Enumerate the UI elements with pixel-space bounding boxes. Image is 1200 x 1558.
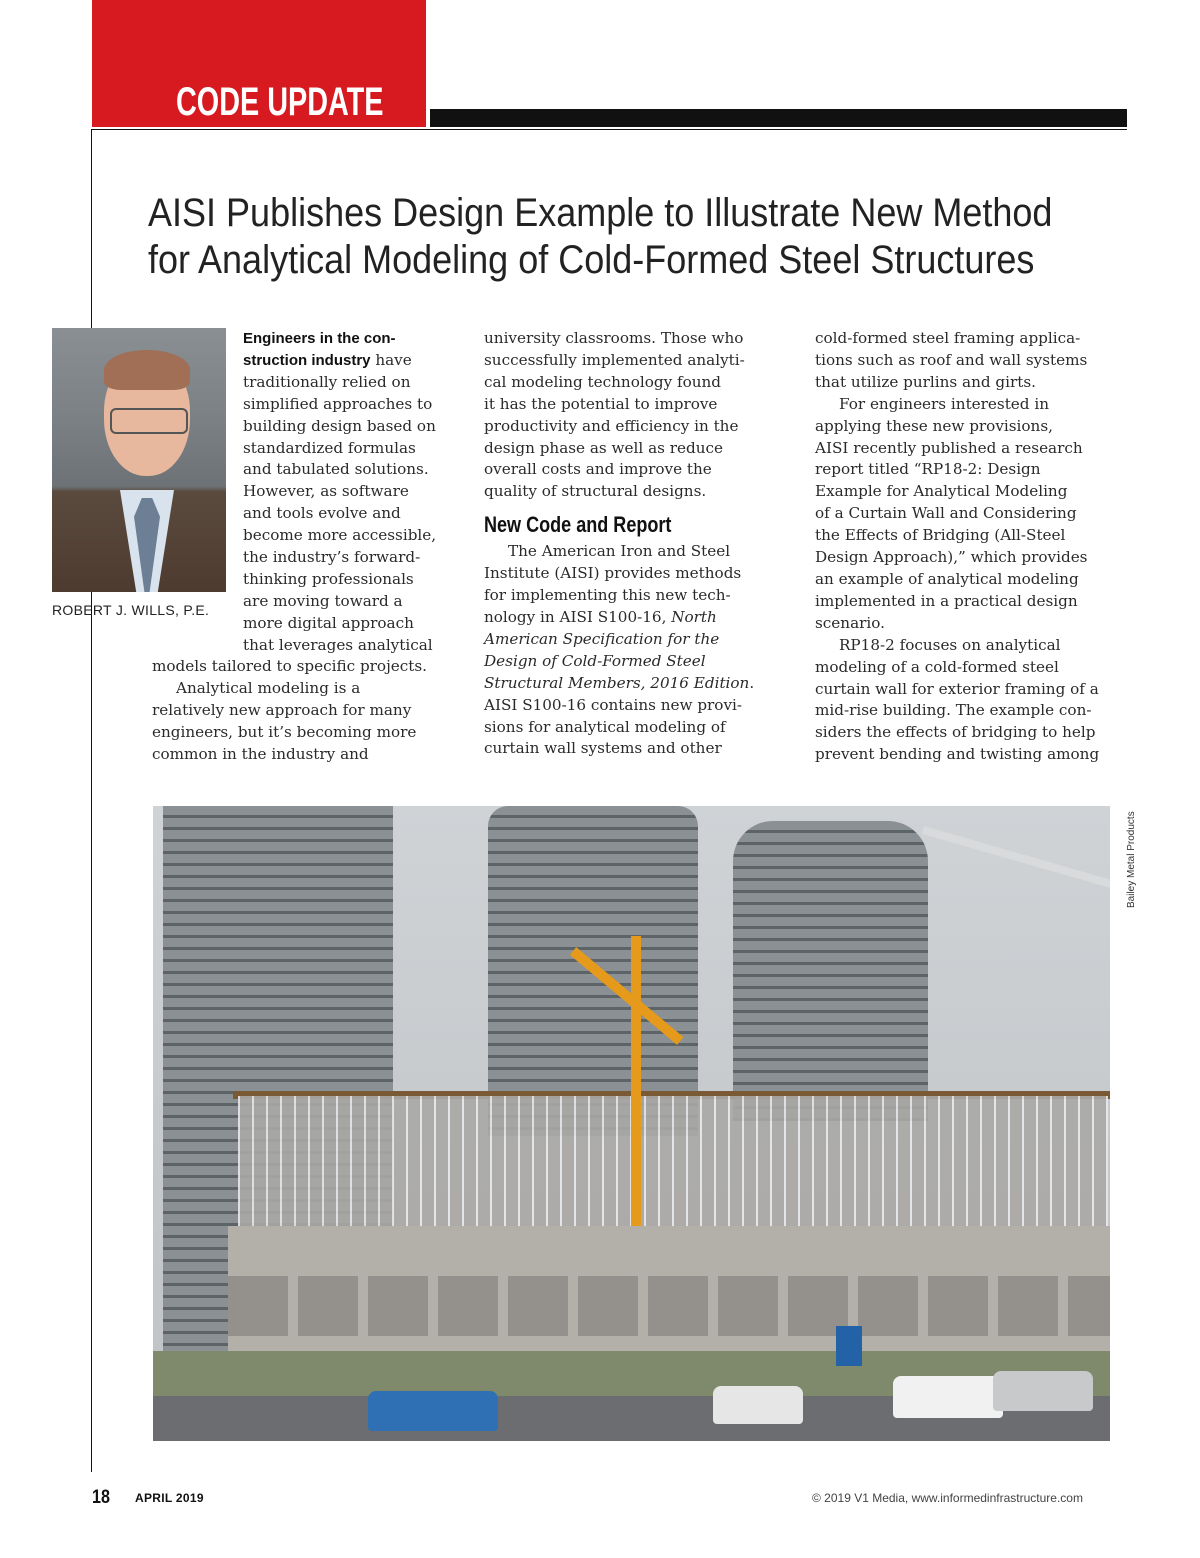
text-line: design phase as well as reduce xyxy=(484,438,723,457)
tower-right xyxy=(733,821,928,1121)
text-line: relatively new approach for many xyxy=(152,700,412,719)
text-line: Structural Members, 2016 Edition. xyxy=(484,673,755,692)
text-line: struction industry have xyxy=(243,350,412,369)
text-line: Analytical modeling is a xyxy=(176,678,361,697)
text-line: Design Approach),” which provides xyxy=(815,548,1088,567)
text-line: nology in AISI S100-16, North xyxy=(484,607,717,626)
text-line: an example of analytical modeling xyxy=(815,569,1079,588)
text-line: productivity and efficiency in the xyxy=(484,416,739,435)
text-line: Institute (AISI) provides methods xyxy=(484,564,742,583)
text-line: For engineers interested in xyxy=(839,394,1049,413)
article-column-1-wrap xyxy=(243,328,453,657)
article-column-3 xyxy=(815,328,1115,766)
text-line: overall costs and improve the xyxy=(484,460,712,479)
text-line: are moving toward a xyxy=(243,591,403,610)
tower-crane xyxy=(922,826,1110,889)
article-column-2 xyxy=(484,328,784,760)
text-line: curtain wall for exterior framing of a xyxy=(815,679,1099,698)
pay-station-sign xyxy=(836,1326,862,1366)
text-line: AISI S100-16 contains new provi- xyxy=(484,695,743,714)
text-line: engineers, but it’s becoming more xyxy=(152,722,417,741)
text-line: American Specification for the xyxy=(484,629,720,648)
text-line: for implementing this new tech- xyxy=(484,586,731,605)
text-line: Engineers in the con- xyxy=(243,330,396,347)
text-line: modeling of a cold-formed steel xyxy=(815,657,1059,676)
author-caption: ROBERT J. WILLS, P.E. xyxy=(52,602,210,618)
text-line: report titled “RP18-2: Design xyxy=(815,460,1041,479)
text-line: AISI recently published a research xyxy=(815,438,1083,457)
text-line: models tailored to specific projects. xyxy=(152,657,428,675)
copyright-line: © 2019 V1 Media, www.informedinfrastructure.com xyxy=(812,1491,1083,1505)
text-line: siders the effects of bridging to help xyxy=(815,723,1096,742)
author-photo xyxy=(52,328,226,592)
text-line: building design based on xyxy=(243,416,436,435)
text-line: that utilize purlins and girts. xyxy=(815,372,1036,391)
text-line: standardized formulas xyxy=(243,438,416,457)
text-line: simplified approaches to xyxy=(243,394,433,413)
article-headline xyxy=(148,190,1053,284)
car-blue xyxy=(368,1391,498,1431)
text-line: traditionally relied on xyxy=(243,372,411,391)
text-line: thinking professionals xyxy=(243,569,414,588)
text-line: become more accessible, xyxy=(243,526,437,545)
text-line: more digital approach xyxy=(243,613,414,632)
text-line: Design of Cold-Formed Steel xyxy=(484,651,706,670)
construction-photo xyxy=(153,806,1110,1441)
text-line: curtain wall systems and other xyxy=(484,739,722,758)
text-line: cold-formed steel framing applica- xyxy=(815,329,1081,347)
text-line: Example for Analytical Modeling xyxy=(815,482,1068,501)
text-line: and tools evolve and xyxy=(243,504,401,523)
text-line: and tabulated solutions. xyxy=(243,460,429,479)
text-line: successfully implemented analyti- xyxy=(484,350,745,369)
parking-garage-openings xyxy=(228,1276,1110,1336)
text-line: sions for analytical modeling of xyxy=(484,717,726,736)
text-line: the Effects of Bridging (All-Steel xyxy=(815,526,1066,545)
orange-crane-mast xyxy=(631,936,641,1236)
cold-formed-steel-framing xyxy=(238,1096,1108,1246)
text-line: RP18-2 focuses on analytical xyxy=(839,635,1061,654)
section-label: CODE UPDATE xyxy=(176,80,384,124)
car-white-suv xyxy=(893,1376,1003,1418)
text-line: tions such as roof and wall systems xyxy=(815,350,1088,369)
article-column-1-full xyxy=(152,656,452,766)
headline-line-1: AISI Publishes Design Example to Illustrate New Method xyxy=(148,191,1053,235)
section-subhead: New Code and Report xyxy=(484,512,672,538)
car-pickup xyxy=(993,1371,1093,1411)
text-line: applying these new provisions, xyxy=(815,416,1053,435)
header-bar xyxy=(430,109,1127,127)
photo-credit: Bailey Metal Products xyxy=(1126,811,1137,908)
text-line: The American Iron and Steel xyxy=(508,542,731,561)
text-line: of a Curtain Wall and Considering xyxy=(815,504,1077,523)
car-white xyxy=(713,1386,803,1424)
page-number: 18 xyxy=(92,1487,110,1508)
headline-line-2: for Analytical Modeling of Cold-Formed Steel Structures xyxy=(148,238,1035,282)
text-line: quality of structural designs. xyxy=(484,482,707,501)
text-line: it has the potential to improve xyxy=(484,394,718,413)
text-line: prevent bending and twisting among xyxy=(815,745,1100,764)
text-line: the industry’s forward- xyxy=(243,548,421,567)
text-line: scenario. xyxy=(815,613,885,632)
text-line: cal modeling technology found xyxy=(484,372,722,391)
text-line: However, as software xyxy=(243,482,409,501)
text-line: implemented in a practical design xyxy=(815,591,1078,610)
text-line: common in the industry and xyxy=(152,744,369,763)
header-rule xyxy=(92,129,1127,130)
issue-date: APRIL 2019 xyxy=(135,1491,204,1505)
text-line: that leverages analytical xyxy=(243,635,433,654)
text-line: university classrooms. Those who xyxy=(484,329,744,347)
text-line: mid-rise building. The example con- xyxy=(815,701,1092,720)
